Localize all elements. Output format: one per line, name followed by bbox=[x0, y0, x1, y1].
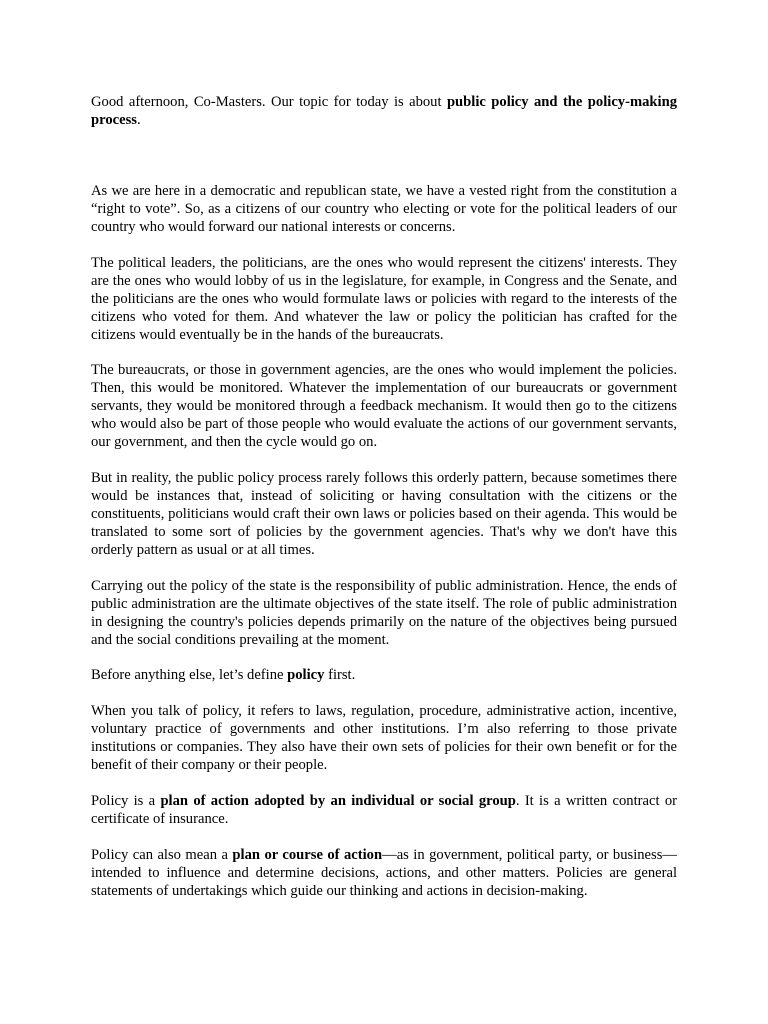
politicians-paragraph: The political leaders, the politicians, are the ones who would represent the citizens' interests. They are the ones who would lobby of us in the legislature, for example, in Congress and the Senate, and the politicians are the ones who would formulate laws or policies with regard to the interests of the citizens who voted for them. And whatever the law or policy the politician has crafted for the citizens would eventually be in the hands of the bureaucrats. bbox=[91, 255, 677, 343]
define-lead-text: Before anything else, let’s define bbox=[91, 667, 288, 683]
bureaucrats-paragraph: The bureaucrats, or those in government agencies, are the ones who would implement the policies. Then, this would be monitored. Whatever the implementation of our bureaucrats or government servants, they would be monitored through a feedback mechanism. It would then go to the citizens who would also be part of those people who would evaluate the actions of our government servants, our government, and then the cycle would go on. bbox=[91, 362, 677, 450]
plan-bold-text: plan of action adopted by an individual or social group bbox=[160, 793, 516, 809]
policy-course-paragraph bbox=[91, 846, 677, 900]
plan-lead-text: Policy is a bbox=[91, 793, 161, 809]
policy-refers-paragraph: When you talk of policy, it refers to laws, regulation, procedure, administrative action, incentive, voluntary practice of governments and other institutions. I’m also referring to those private institutions or companies. They also have their own sets of policies for their own benefit or for the benefit of their company or their people. bbox=[91, 703, 677, 773]
define-trail-text: first. bbox=[324, 667, 356, 683]
course-trail-text: —as in government, political party, or business—intended to influence and determine decisions, actions, and other matters. Policies are general statements of undertakings which guide our thinking and actions in decision-making. bbox=[91, 847, 677, 899]
intro-paragraph bbox=[91, 93, 677, 129]
voting-rights-paragraph: As we are here in a democratic and republican state, we have a vested right from the constitution a “right to vote”. So, as a citizens of our country who electing or vote for the political leaders of our country who would forward our national interests or concerns. bbox=[91, 183, 677, 235]
intro-trail-text: . bbox=[136, 112, 141, 128]
topic-bold-text: public policy and the policy-making process bbox=[91, 94, 677, 128]
reality-paragraph: But in reality, the public policy process rarely follows this orderly pattern, because sometimes there would be instances that, instead of soliciting or having consultation with the citizens or the constituents, politicians would craft their own laws or policies based on their agenda. This would be translated to some sort of policies by the government agencies. That's why we don't have this orderly pattern as usual or at all times. bbox=[91, 470, 677, 558]
policy-bold-text: policy bbox=[287, 667, 325, 683]
define-policy-paragraph bbox=[91, 666, 677, 684]
policy-plan-paragraph bbox=[91, 792, 677, 828]
intro-lead-text: Good afternoon, Co-Masters. Our topic for today is about bbox=[91, 94, 447, 110]
course-bold-text: plan or course of action bbox=[232, 847, 383, 863]
course-lead-text: Policy can also mean a bbox=[91, 847, 233, 863]
public-administration-paragraph: Carrying out the policy of the state is the responsibility of public administration. Hence, the ends of public administration are the ultimate objectives of the state itself. The role of public administration in designing the country's policies depends primarily on the nature of the objectives being pursued and the social conditions prevailing at the moment. bbox=[91, 578, 677, 648]
plan-trail-text: . It is a written contract or certificate of insurance. bbox=[91, 793, 677, 827]
